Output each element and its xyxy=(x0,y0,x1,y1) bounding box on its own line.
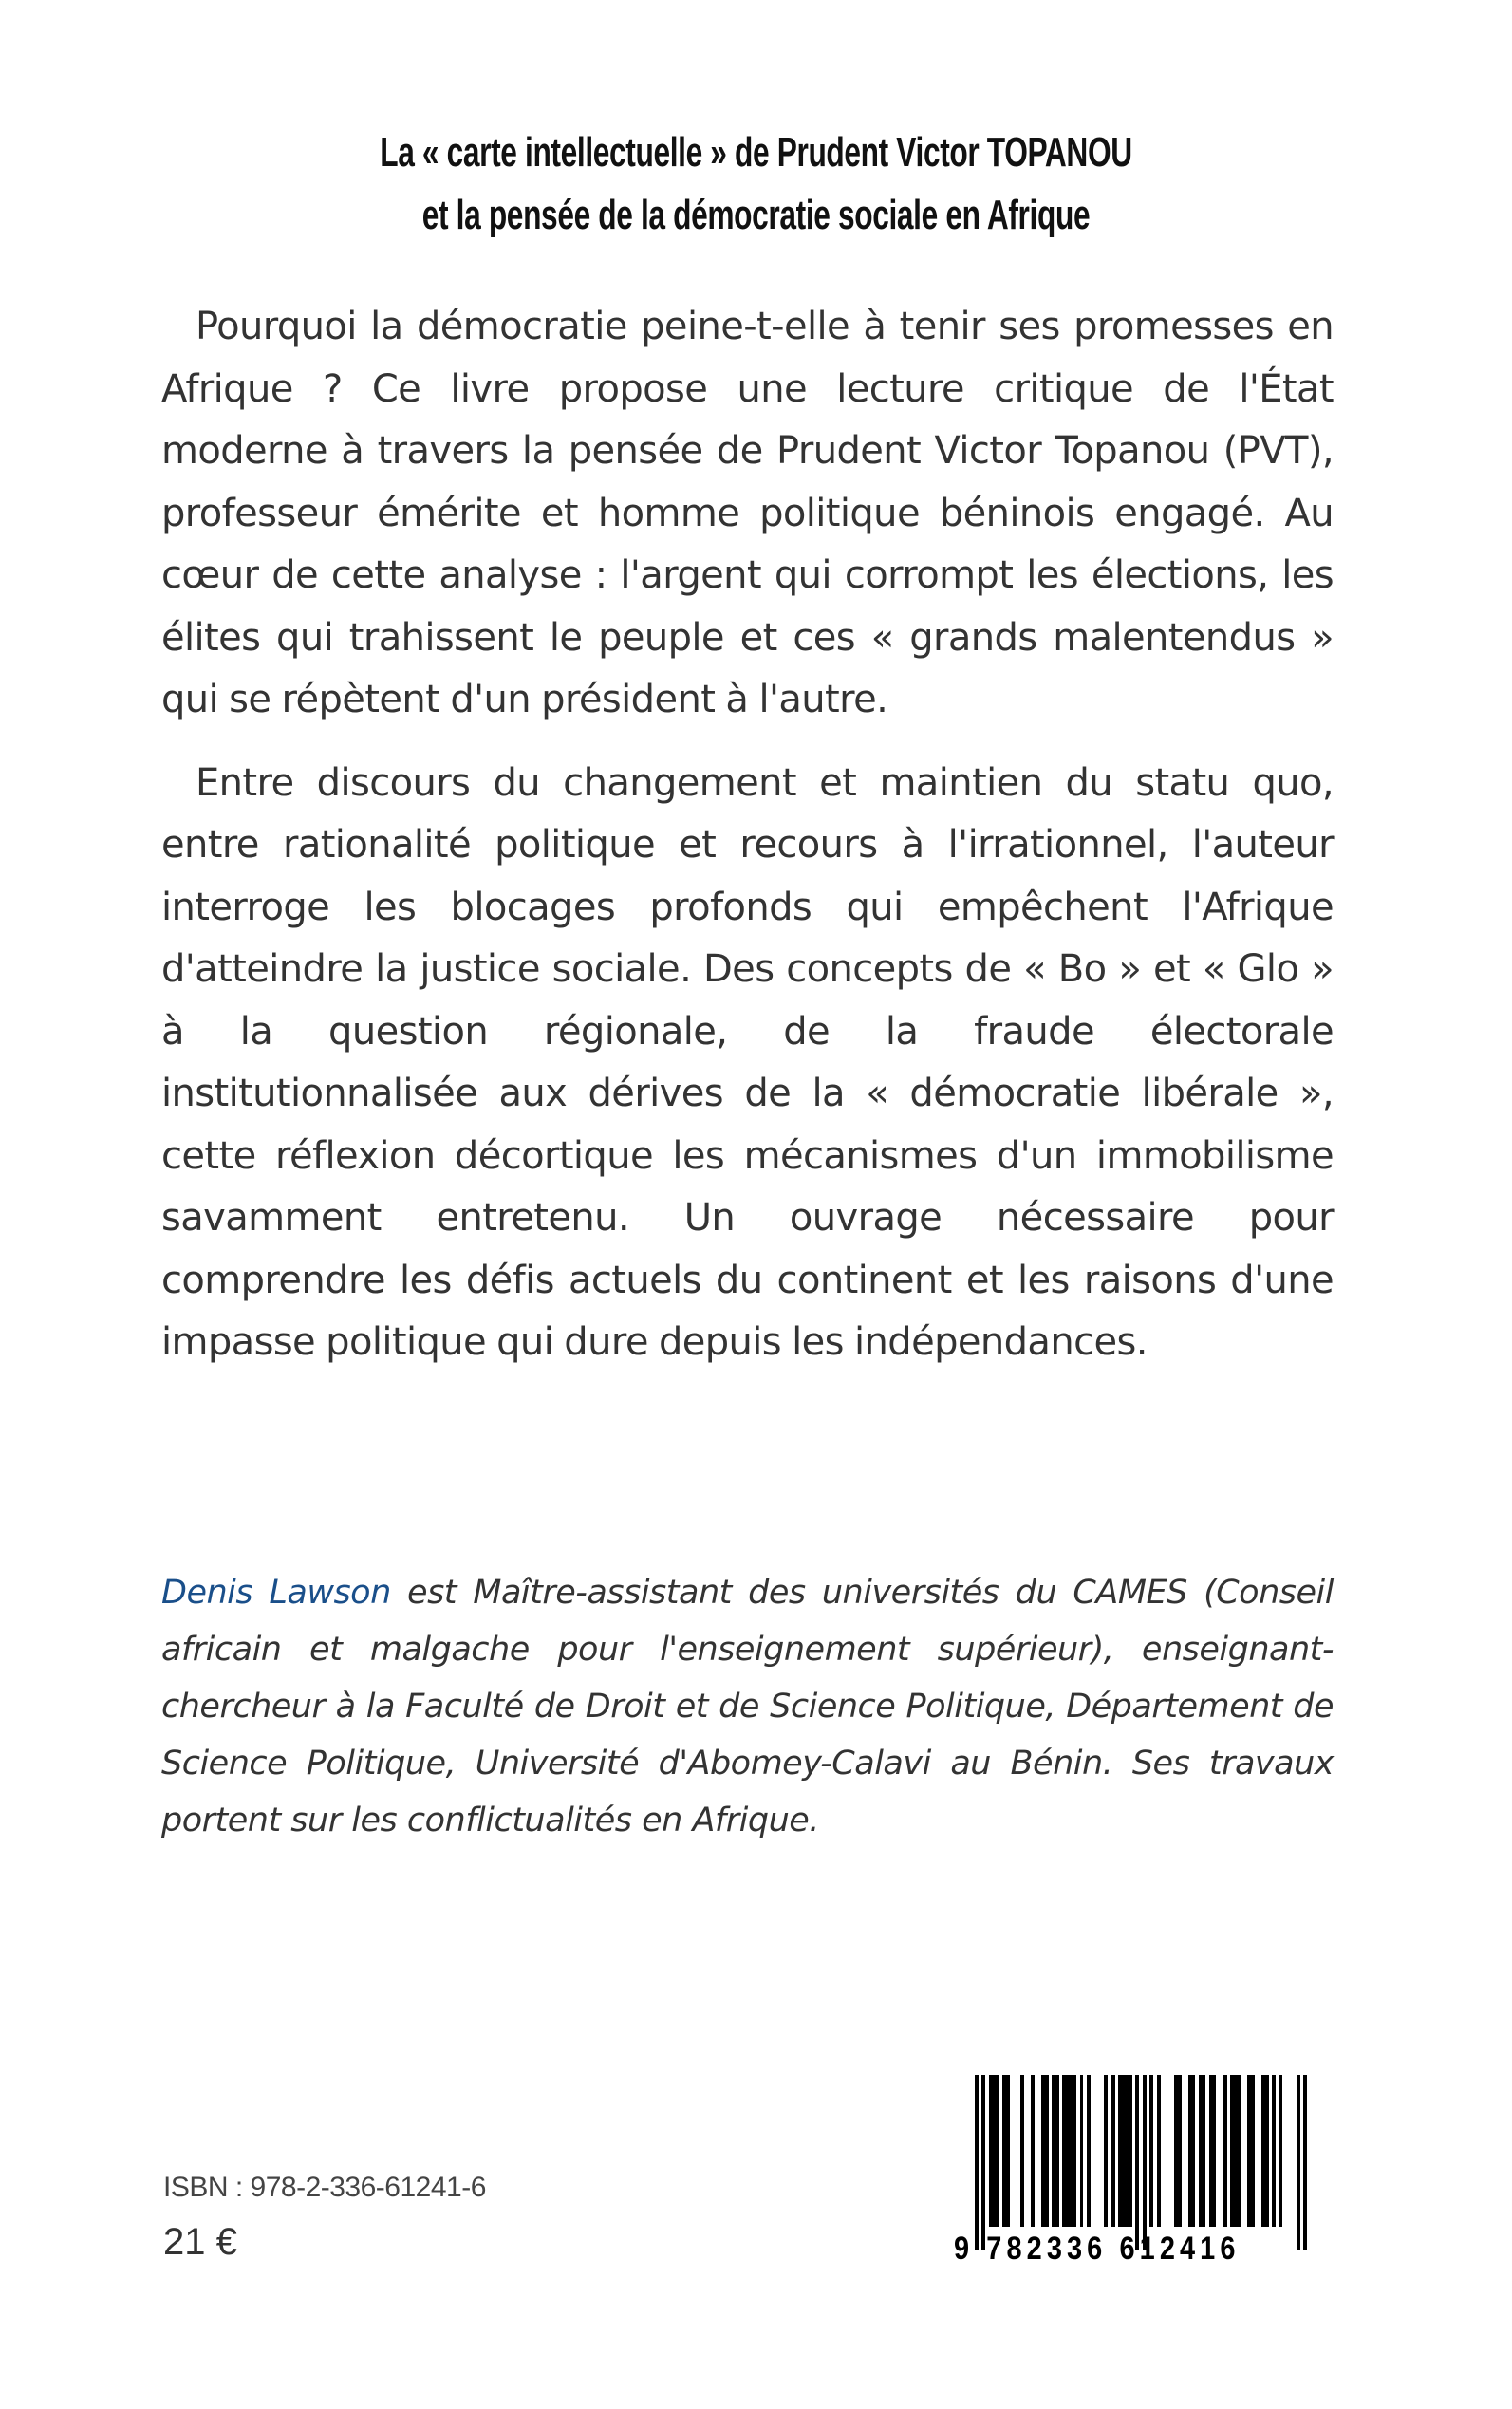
barcode-bar xyxy=(1111,2075,1115,2227)
barcode-bar xyxy=(1191,2075,1195,2227)
barcode-bar xyxy=(1223,2075,1227,2227)
isbn: ISBN : 978-2-336-61241-6 xyxy=(163,2172,486,2203)
summary-paragraph: Pourquoi la démocratie peine-t-elle à tenir ses promesses en Afrique ? Ce livre propose une lecture critique de l'État moderne à travers la pensée de Prudent Victor Topanou (PVT), professeur émérite et homme politique béninois engagé. Au cœur de cette analyse : l'argent qui corrompt les élections, les élites qui trahissent le peuple et ces « grands malentendus » qui se répètent d'un président à l'autre. xyxy=(161,305,1334,721)
barcode-bar xyxy=(1135,2075,1139,2250)
barcode-bar xyxy=(1006,2075,1010,2227)
author-name: Denis Lawson xyxy=(161,1574,391,1612)
author-bio-text: est Maître-assistant des universités du CAMES (Conseil africain et malgache pour l'enseignement supérieur), enseignant-chercheur à la Faculté de Droit et de Science Politique, Département de Science Politique, Université d'Abomey-Calavi au Bénin. Ses travaux portent sur les conflictualités en Afrique. xyxy=(161,1574,1334,1839)
barcode-bar xyxy=(1020,2075,1024,2227)
barcode-bar xyxy=(1087,2075,1091,2227)
barcode-bar xyxy=(1265,2075,1269,2227)
barcode-bars xyxy=(975,2075,1307,2236)
barcode-bar xyxy=(1251,2075,1255,2227)
barcode-bar xyxy=(1237,2075,1241,2227)
barcode-bar xyxy=(1213,2075,1217,2227)
barcode-bar xyxy=(1272,2075,1276,2227)
barcode-bar xyxy=(1297,2075,1300,2250)
title-line-1: La « carte intellectuelle » de Prudent Victor TOPANOU xyxy=(380,129,1132,176)
barcode-bar xyxy=(1129,2075,1132,2227)
summary xyxy=(161,296,1334,1395)
author-bio xyxy=(161,1564,1334,1849)
barcode-bar xyxy=(1279,2075,1283,2227)
book-title xyxy=(0,121,1512,247)
barcode-bar xyxy=(1104,2075,1108,2227)
barcode-bar xyxy=(1031,2075,1035,2227)
barcode xyxy=(954,2075,1310,2265)
price: 21 € xyxy=(163,2221,237,2263)
summary-paragraph: Entre discours du changement et maintien du statu quo, entre rationalité politique et recours à l'irrationnel, l'auteur interroge les blocages profonds qui empêchent l'Afrique d'atteindre la justice sociale. Des concepts de « Bo » et « Glo » à la question régionale, de la fraude électorale institutionnalisée aux dérives de la « démocratie libérale », cette réflexion décortique les mécanismes d'un immobilisme savamment entretenu. Un ouvrage nécessaire pour comprendre les défis actuels du continent et les raisons d'une impasse politique qui dure depuis les indépendances. xyxy=(161,760,1334,1364)
barcode-bar xyxy=(1149,2075,1153,2227)
barcode-bar xyxy=(1073,2075,1076,2227)
barcode-bar xyxy=(1303,2075,1307,2250)
title-line-2: et la pensée de la démocratie sociale en Afrique xyxy=(421,192,1091,238)
barcode-bar xyxy=(1143,2075,1147,2250)
barcode-bar xyxy=(981,2075,985,2250)
barcode-bar xyxy=(996,2075,999,2227)
barcode-bar xyxy=(1202,2075,1205,2227)
barcode-digits: 9 782336 612416 xyxy=(954,2231,1241,2267)
barcode-bar xyxy=(1178,2075,1182,2227)
barcode-bar xyxy=(1157,2075,1161,2227)
barcode-bar xyxy=(1045,2075,1049,2227)
barcode-bar xyxy=(1080,2075,1084,2227)
barcode-bar xyxy=(1055,2075,1059,2227)
barcode-bar xyxy=(975,2075,979,2250)
